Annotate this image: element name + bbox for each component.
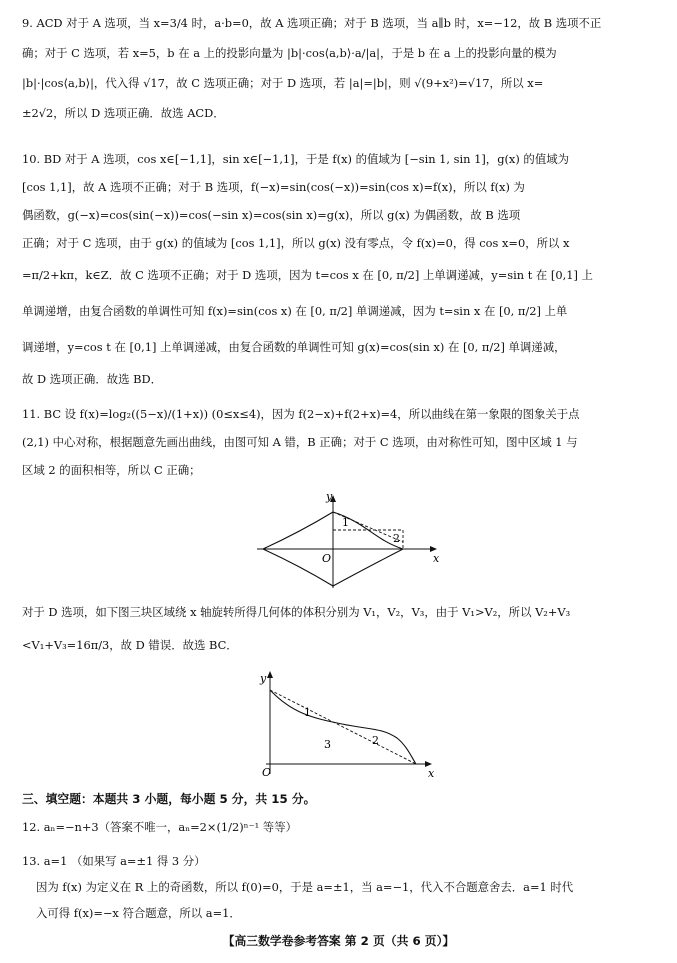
fig1-region-2-label: 2 [393, 532, 400, 545]
section-3-heading: 三、填空题：本题共 3 小题，每小题 5 分，共 15 分。 [22, 792, 316, 806]
question-9 [22, 8, 658, 128]
fig1-curve-upper-left [263, 512, 333, 549]
page-footer: 【高三数学卷参考答案 第 2 页（共 6 页）】 [222, 934, 455, 948]
q10-line-5: =π/2+kπ，k∈Z．故 C 选项不正确；对于 D 选项，因为 t=cos x 在 [0, π/2] 上单调递减，y=sin t 在 [0,1] 上 [22, 268, 593, 282]
fig1-x-label: x [433, 552, 440, 565]
fig1-curve-lower-right [333, 549, 403, 586]
fig2-region-2-label: 2 [372, 734, 379, 747]
q11-line-1: 11. BC 设 f(x)=log₂((5−x)/(1+x)) (0≤x≤4)，因为 f(2−x)+f(2+x)=4，所以曲线在第一象限的图象关于点 [22, 407, 580, 421]
fig1-y-label: y [326, 492, 333, 503]
fig2-x-label: x [428, 767, 435, 780]
question-11-continued [22, 597, 658, 663]
figure-rotation-regions [252, 668, 452, 780]
question-13-line-2: 入可得 f(x)=−x 符合题意，所以 a=1． [36, 906, 241, 920]
fig2-origin-label: O [262, 766, 272, 779]
q11-line-3: 区域 2 的面积相等，所以 C 正确； [22, 463, 201, 477]
q9-line-1: 9. ACD 对于 A 选项，当 x=3/4 时，a·b=0，故 A 选项正确；对于 B 选项，当 a∥b 时，x=−12，故 B 选项不正 [22, 16, 602, 30]
q9-line-2: 确；对于 C 选项，若 x=5，b 在 a 上的投影向量为 |b|·cos⟨a,b⟩·a/|a|，于是 b 在 a 上的投影向量的模为 [22, 46, 557, 60]
q11-line-4: 对于 D 选项，如下图三块区域绕 x 轴旋转所得几何体的体积分别为 V₁，V₂，V₃，由于 V₁>V₂，所以 V₂+V₃ [22, 605, 571, 619]
fig1-origin-label: O [322, 552, 332, 565]
fig2-y-arrow [267, 671, 273, 678]
q10-line-3: 偶函数，g(−x)=cos(sin(−x))=cos(−sin x)=cos(sin x)=g(x)，所以 g(x) 为偶函数，故 B 选项 [22, 208, 521, 222]
q10-line-1: 10. BD 对于 A 选项，cos x∈[−1,1]，sin x∈[−1,1]，于是 f(x) 的值域为 [−sin 1, sin 1]，g(x) 的值域为 [22, 152, 569, 166]
fig2-dashed-chord [270, 690, 416, 764]
fig2-region-3-label: 3 [324, 738, 331, 751]
question-10 [22, 145, 658, 393]
q11-line-5: <V₁+V₃=16π/3，故 D 错误．故选 BC． [22, 638, 238, 652]
fig2-y-label: y [260, 672, 267, 685]
q10-line-8: 故 D 选项正确．故选 BD． [22, 372, 163, 386]
figure-symmetric-curve [255, 492, 445, 592]
q9-line-3: |b|·|cos⟨a,b⟩|，代入得 √17，故 C 选项正确；对于 D 选项，若 |a|=|b|，则 √(9+x²)=√17，所以 x= [22, 76, 544, 90]
fig2-region-1-label: 1 [304, 706, 311, 719]
q11-line-2: (2,1) 中心对称，根据题意先画出曲线，由图可知 A 错，B 正确；对于 C 选项，由对称性可知，图中区域 1 与 [22, 435, 578, 449]
q10-line-7: 调递增，y=cos t 在 [0,1] 上单调递减，由复合函数的单调性可知 g(x)=cos(sin x) 在 [0, π/2] 单调递减， [22, 340, 566, 354]
q10-line-2: [cos 1,1]，故 A 选项不正确；对于 B 选项，f(−x)=sin(cos(−x))=sin(cos x)=f(x)，所以 f(x) 为 [22, 180, 525, 194]
question-12: 12. aₙ=−n+3（答案不唯一，aₙ=2×(1/2)ⁿ⁻¹ 等等） [22, 820, 297, 834]
q10-line-6: 单调递增，由复合函数的单调性可知 f(x)=sin(cos x) 在 [0, π/2] 单调递减，因为 t=sin x 在 [0, π/2] 上单 [22, 304, 568, 318]
fig1-region-1-label: 1 [342, 516, 349, 529]
q10-line-4: 正确；对于 C 选项，由于 g(x) 的值域为 [cos 1,1]，所以 g(x) 没有零点，令 f(x)=0，得 cos x=0，所以 x [22, 236, 570, 250]
question-13-line-1: 因为 f(x) 为定义在 R 上的奇函数，所以 f(0)=0，于是 a=±1，当 a=−1，代入不合题意舍去．a=1 时代 [36, 880, 574, 894]
q9-line-4: ±2√2，所以 D 选项正确．故选 ACD． [22, 106, 225, 120]
question-13-head: 13. a=1 （如果写 a=±1 得 3 分） [22, 854, 206, 868]
question-11 [22, 400, 658, 484]
